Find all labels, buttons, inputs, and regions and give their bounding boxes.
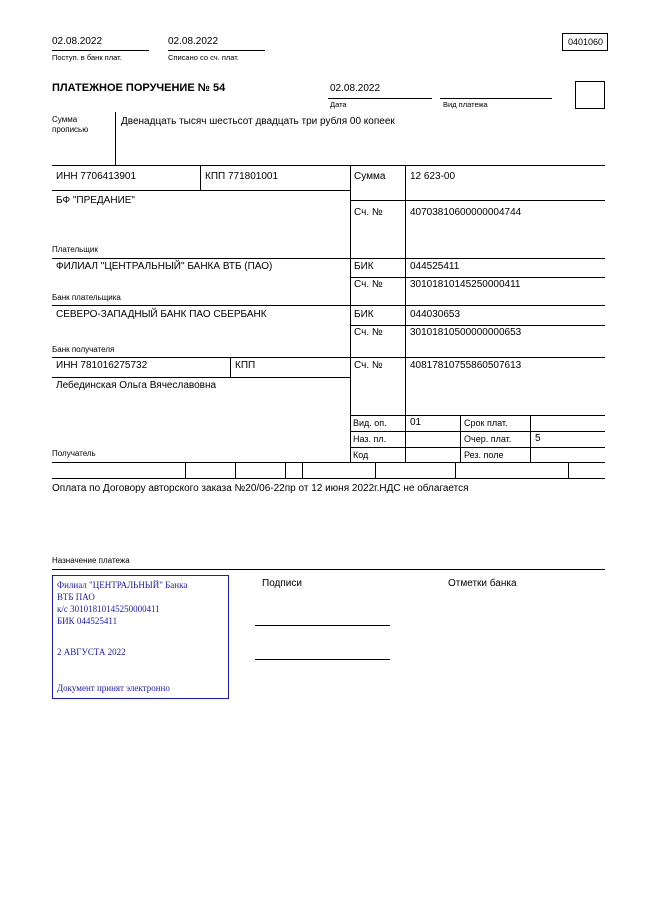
stamp-bik: БИК 044525411 bbox=[57, 616, 118, 626]
sum-value: 12 623-00 bbox=[410, 171, 456, 182]
bank-marks-label: Отметки банка bbox=[448, 578, 517, 589]
stamp-status: Документ принят электронно bbox=[57, 683, 170, 693]
stamp-bank-name-line2: ВТБ ПАО bbox=[57, 592, 95, 602]
table-line-h bbox=[52, 478, 605, 479]
payee-bank-account: 30101810500000000653 bbox=[410, 327, 522, 338]
document-date-underline bbox=[328, 98, 432, 99]
table-line-v bbox=[405, 165, 406, 462]
payee-account-label: Сч. № bbox=[354, 360, 383, 371]
payer-bank-account-label: Сч. № bbox=[354, 279, 383, 290]
form-code-box bbox=[562, 33, 608, 51]
table-line-v bbox=[302, 462, 303, 478]
payment-kind-underline bbox=[440, 98, 552, 99]
reserve-label: Рез. поле bbox=[464, 450, 504, 460]
table-line-v bbox=[200, 165, 201, 190]
table-line-h bbox=[350, 431, 605, 432]
code-label: Код bbox=[353, 450, 369, 460]
payer-name: БФ "ПРЕДАНИЕ" bbox=[56, 195, 135, 206]
table-line-v bbox=[185, 462, 186, 478]
table-line-h bbox=[350, 277, 605, 278]
stamp-corr-account: к/с 30101810145250000411 bbox=[57, 604, 160, 614]
table-line-h bbox=[350, 415, 605, 416]
payer-kpp: КПП 771801001 bbox=[205, 171, 279, 182]
document-title: ПЛАТЕЖНОЕ ПОРУЧЕНИЕ № 54 bbox=[52, 82, 226, 94]
purpose-text: Оплата по Договору авторского заказа №20/06-22пр от 12 июня 2022г.НДС не облагается bbox=[52, 483, 469, 494]
amount-words-label-line1: Сумма bbox=[52, 115, 78, 124]
payee-bank-bik-label: БИК bbox=[354, 309, 374, 320]
bank-stamp bbox=[52, 575, 229, 699]
payee-bank-bik: 044030653 bbox=[410, 309, 461, 320]
table-line-v bbox=[568, 462, 569, 478]
table-line-h bbox=[52, 165, 605, 166]
amount-divider-line bbox=[115, 112, 116, 165]
payer-account: 40703810600000004744 bbox=[410, 207, 522, 218]
sum-label: Сумма bbox=[354, 171, 386, 182]
table-line-v bbox=[235, 462, 236, 478]
table-line-h bbox=[350, 325, 605, 326]
payee-kpp: КПП bbox=[235, 360, 256, 371]
priority-label: Очер. плат. bbox=[464, 434, 512, 444]
date-received-label: Поступ. в банк плат. bbox=[52, 53, 122, 62]
payer-bank-account: 30101810145250000411 bbox=[410, 279, 521, 290]
op-kind-label: Вид. оп. bbox=[353, 418, 387, 428]
form-code: 0401060 bbox=[568, 37, 604, 47]
payee-account: 40817810755860507613 bbox=[410, 360, 522, 371]
priority-value: 5 bbox=[535, 433, 541, 444]
payer-bank-bik: 044525411 bbox=[410, 261, 460, 272]
term-label: Срок плат. bbox=[464, 418, 508, 428]
purpose-section-label: Назначение платежа bbox=[52, 556, 130, 565]
payer-account-label: Сч. № bbox=[354, 207, 383, 218]
table-line-v bbox=[455, 462, 456, 478]
table-line-v bbox=[460, 415, 461, 462]
payee-inn: ИНН 781016275732 bbox=[56, 360, 148, 371]
payee-bank-section-label: Банк получателя bbox=[52, 345, 115, 354]
table-line-v bbox=[230, 357, 231, 377]
table-line-v bbox=[530, 415, 531, 462]
payment-kind-box bbox=[575, 81, 605, 109]
table-line-v bbox=[350, 165, 351, 462]
payer-inn: ИНН 7706413901 bbox=[56, 171, 137, 182]
payee-name: Лебединская Ольга Вячеславовна bbox=[56, 380, 217, 391]
payment-kind-label: Вид платежа bbox=[443, 100, 488, 109]
date-debited-underline bbox=[168, 50, 265, 51]
signature-line bbox=[255, 625, 390, 626]
document-date: 02.08.2022 bbox=[330, 83, 381, 94]
date-debited-value: 02.08.2022 bbox=[168, 36, 219, 47]
signatures-label: Подписи bbox=[262, 578, 302, 589]
payee-section-label: Получатель bbox=[52, 449, 96, 458]
table-line-h bbox=[52, 190, 350, 191]
table-line-h bbox=[52, 377, 350, 378]
table-line-h bbox=[52, 258, 605, 259]
table-line-h bbox=[52, 462, 605, 463]
payee-bank-account-label: Сч. № bbox=[354, 327, 383, 338]
date-debited-label: Списано со сч. плат. bbox=[168, 53, 239, 62]
payee-bank-name: СЕВЕРО-ЗАПАДНЫЙ БАНК ПАО СБЕРБАНК bbox=[56, 309, 267, 320]
purpose-code-label: Наз. пл. bbox=[353, 434, 387, 444]
table-line-h bbox=[52, 305, 605, 306]
table-line-h bbox=[350, 200, 605, 201]
payer-bank-bik-label: БИК bbox=[354, 261, 374, 272]
date-label: Дата bbox=[330, 100, 347, 109]
date-received-underline bbox=[52, 50, 149, 51]
date-received-value: 02.08.2022 bbox=[52, 36, 103, 47]
stamp-bank-name-line1: Филиал "ЦЕНТРАЛЬНЫЙ" Банка bbox=[57, 580, 188, 590]
signature-line bbox=[255, 659, 390, 660]
table-line-v bbox=[375, 462, 376, 478]
table-line-h bbox=[350, 447, 605, 448]
purpose-underline bbox=[52, 569, 605, 570]
payer-bank-name: ФИЛИАЛ "ЦЕНТРАЛЬНЫЙ" БАНКА ВТБ (ПАО) bbox=[56, 261, 273, 272]
table-line-v bbox=[285, 462, 286, 478]
op-kind-value: 01 bbox=[410, 417, 422, 428]
table-line-h bbox=[52, 357, 605, 358]
stamp-date: 2 АВГУСТА 2022 bbox=[57, 647, 126, 657]
amount-in-words: Двенадцать тысяч шестьсот двадцать три рубля 00 копеек bbox=[121, 116, 395, 127]
payer-section-label: Плательщик bbox=[52, 245, 98, 254]
amount-words-label-line2: прописью bbox=[52, 125, 89, 134]
payer-bank-section-label: Банк плательщика bbox=[52, 293, 121, 302]
